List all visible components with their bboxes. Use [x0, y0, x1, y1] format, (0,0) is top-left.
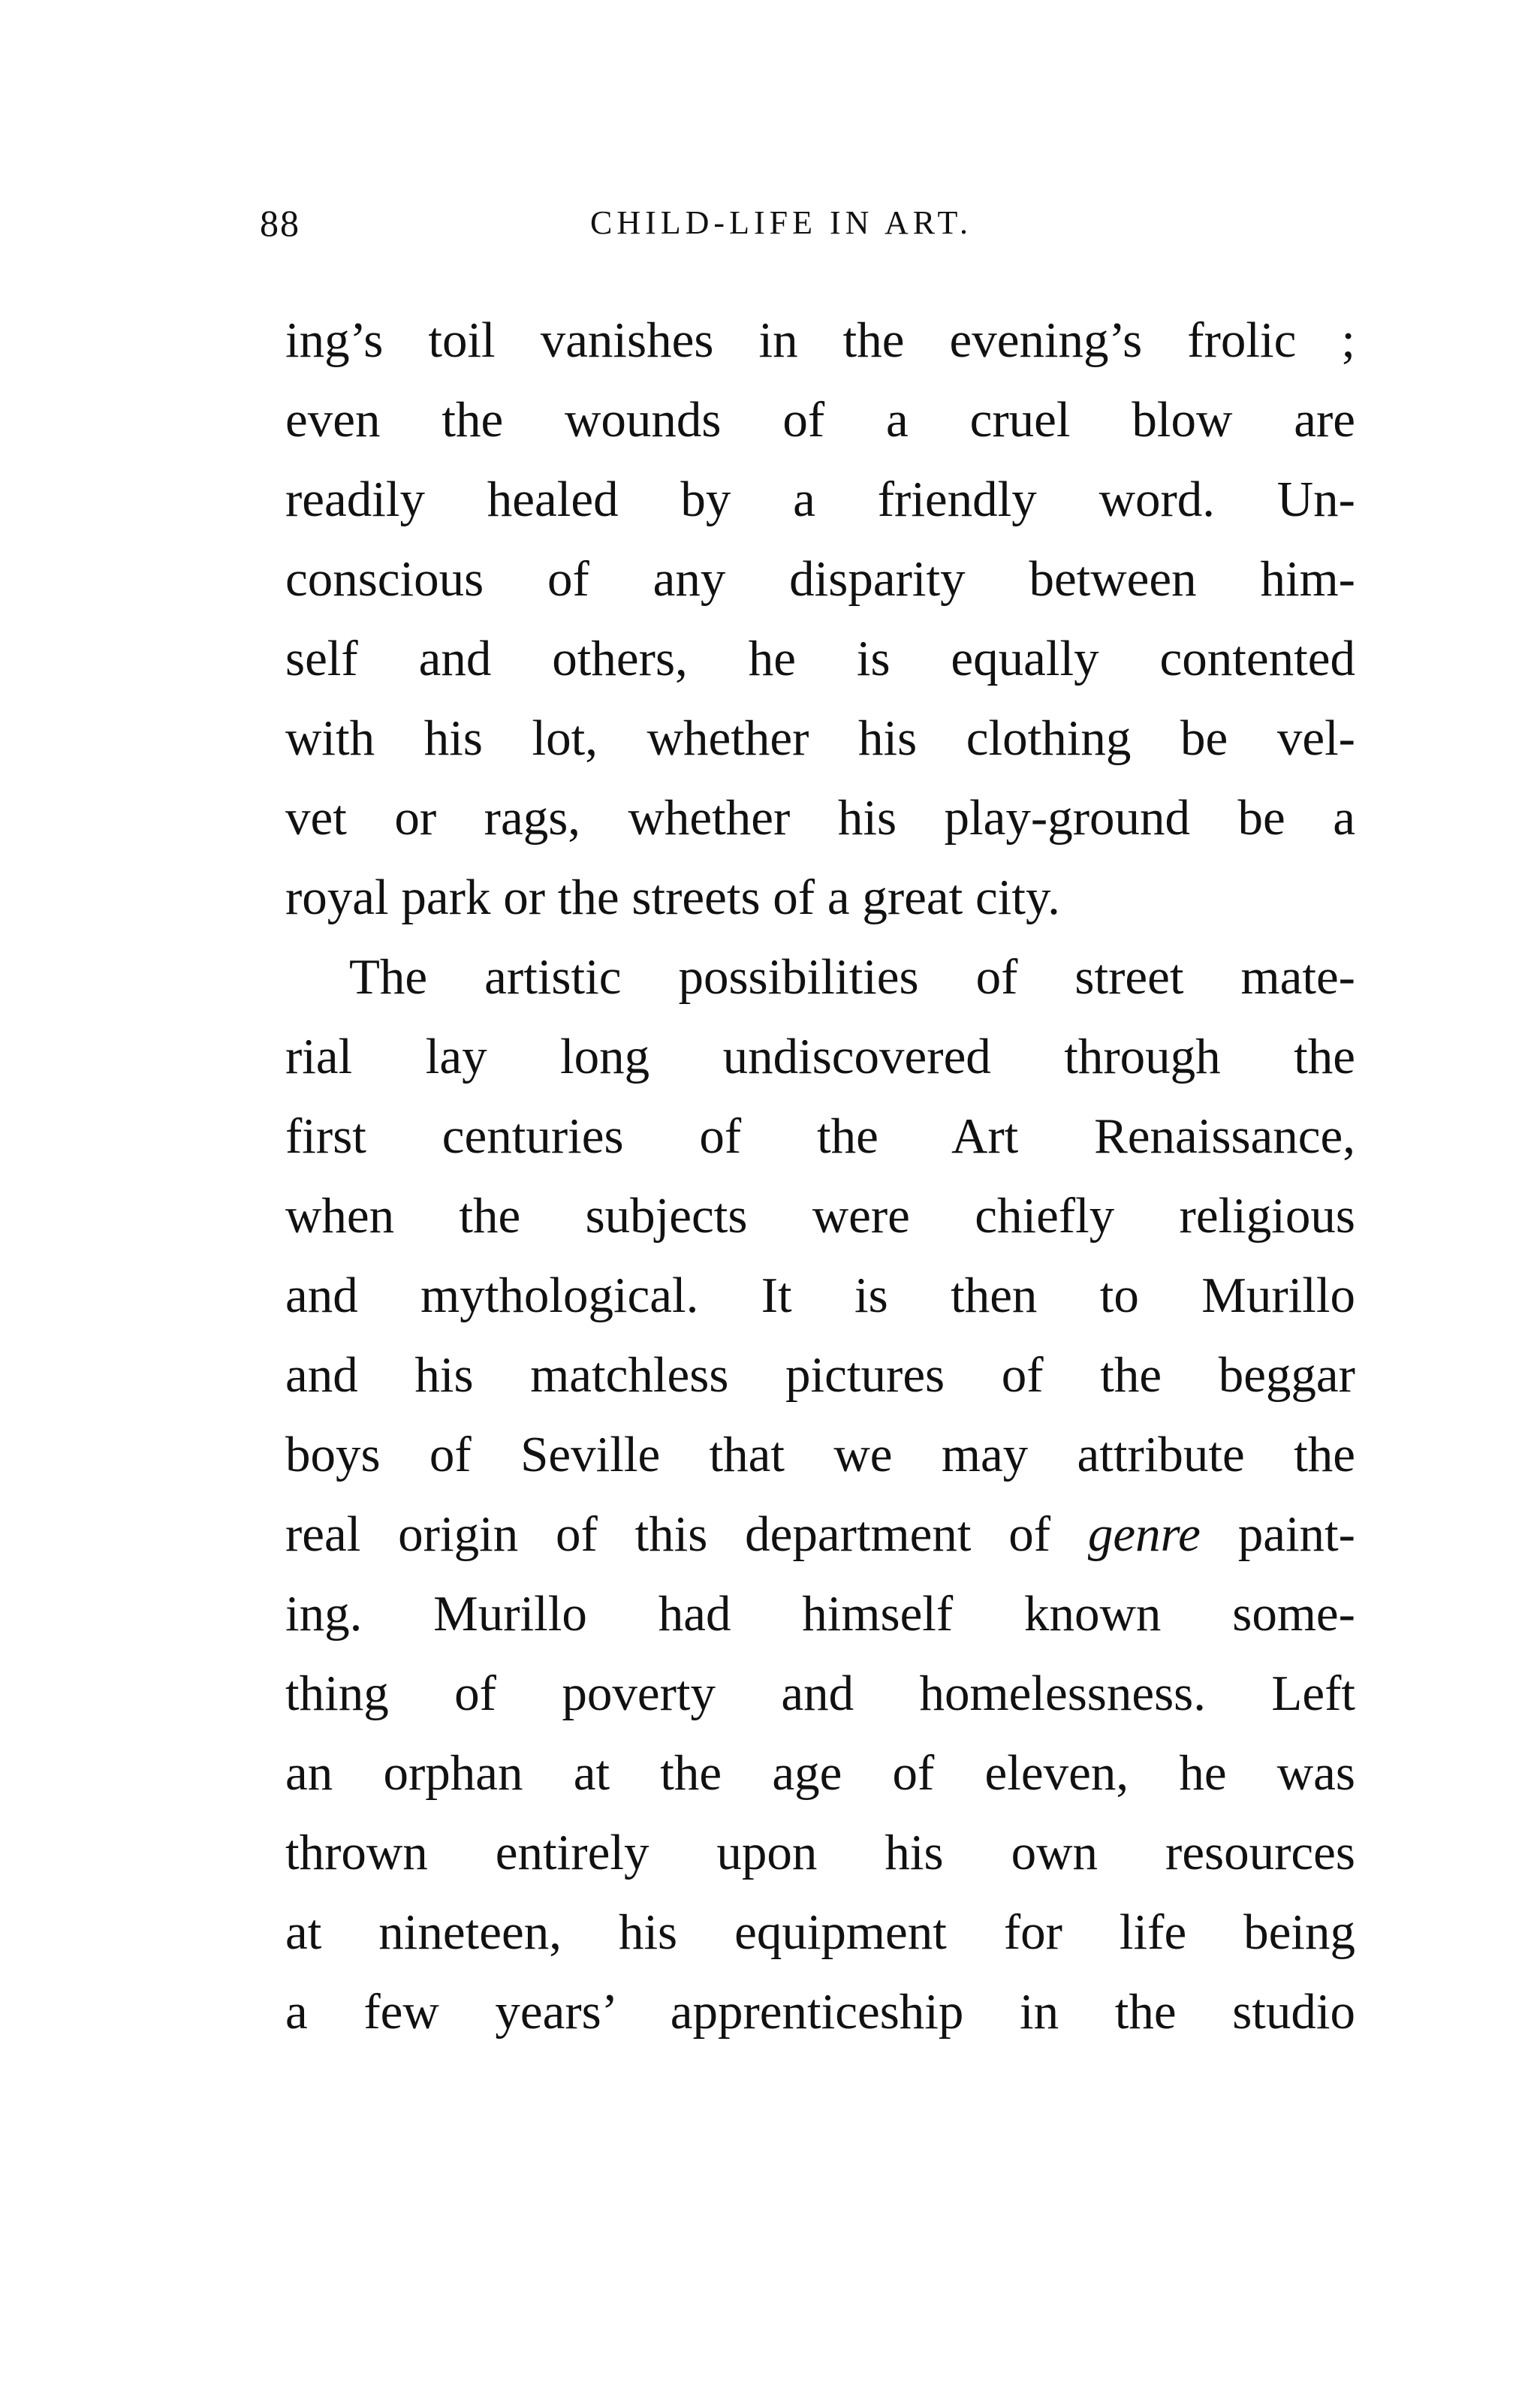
body-text: [285, 300, 1355, 2052]
text-line: when the subjects were chiefly religious: [285, 1188, 1355, 1244]
text-line: boys of Seville that we may attribute the: [285, 1427, 1355, 1482]
text-line: conscious of any disparity between him-: [285, 551, 1355, 607]
text-line: vet or rags, whether his play-ground be a: [285, 790, 1355, 846]
text-line-genre: [285, 1494, 1355, 1574]
text-line: at nineteen, his equipment for life being: [285, 1904, 1355, 1960]
text-line: The artistic possibilities of street mate-: [349, 949, 1355, 1005]
text-line: ing’s toil vanishes in the evening’s frolic ;: [285, 312, 1355, 368]
text-line: thing of poverty and homelessness. Left: [285, 1666, 1355, 1721]
text-line: thrown entirely upon his own resources: [285, 1825, 1355, 1880]
running-title: CHILD-LIFE IN ART.: [590, 204, 973, 241]
italic-term: genre: [1087, 1506, 1201, 1562]
text-fragment: paint-: [1200, 1506, 1355, 1562]
text-line: royal park or the streets of a great city.: [285, 870, 1060, 925]
paragraph: [285, 937, 1355, 2052]
text-fragment: real origin of this department of: [285, 1506, 1088, 1562]
text-line: and his matchless pictures of the beggar: [285, 1347, 1355, 1403]
running-head: [260, 197, 1364, 249]
paragraph: [285, 300, 1355, 937]
text-line: ing. Murillo had himself known some-: [285, 1586, 1355, 1642]
text-line: a few years’ apprenticeship in the studio: [285, 1984, 1355, 2040]
text-line: self and others, he is equally contented: [285, 631, 1355, 686]
text-line: even the wounds of a cruel blow are: [285, 392, 1355, 448]
text-line: and mythological. It is then to Murillo: [285, 1268, 1355, 1323]
text-line: first centuries of the Art Renaissance,: [285, 1108, 1355, 1164]
text-line: rial lay long undiscovered through the: [285, 1029, 1355, 1084]
text-line: an orphan at the age of eleven, he was: [285, 1745, 1355, 1801]
text-line: readily healed by a friendly word. Un-: [285, 472, 1355, 527]
text-line: with his lot, whether his clothing be vel-: [285, 710, 1355, 766]
page-number: 88: [260, 202, 300, 244]
